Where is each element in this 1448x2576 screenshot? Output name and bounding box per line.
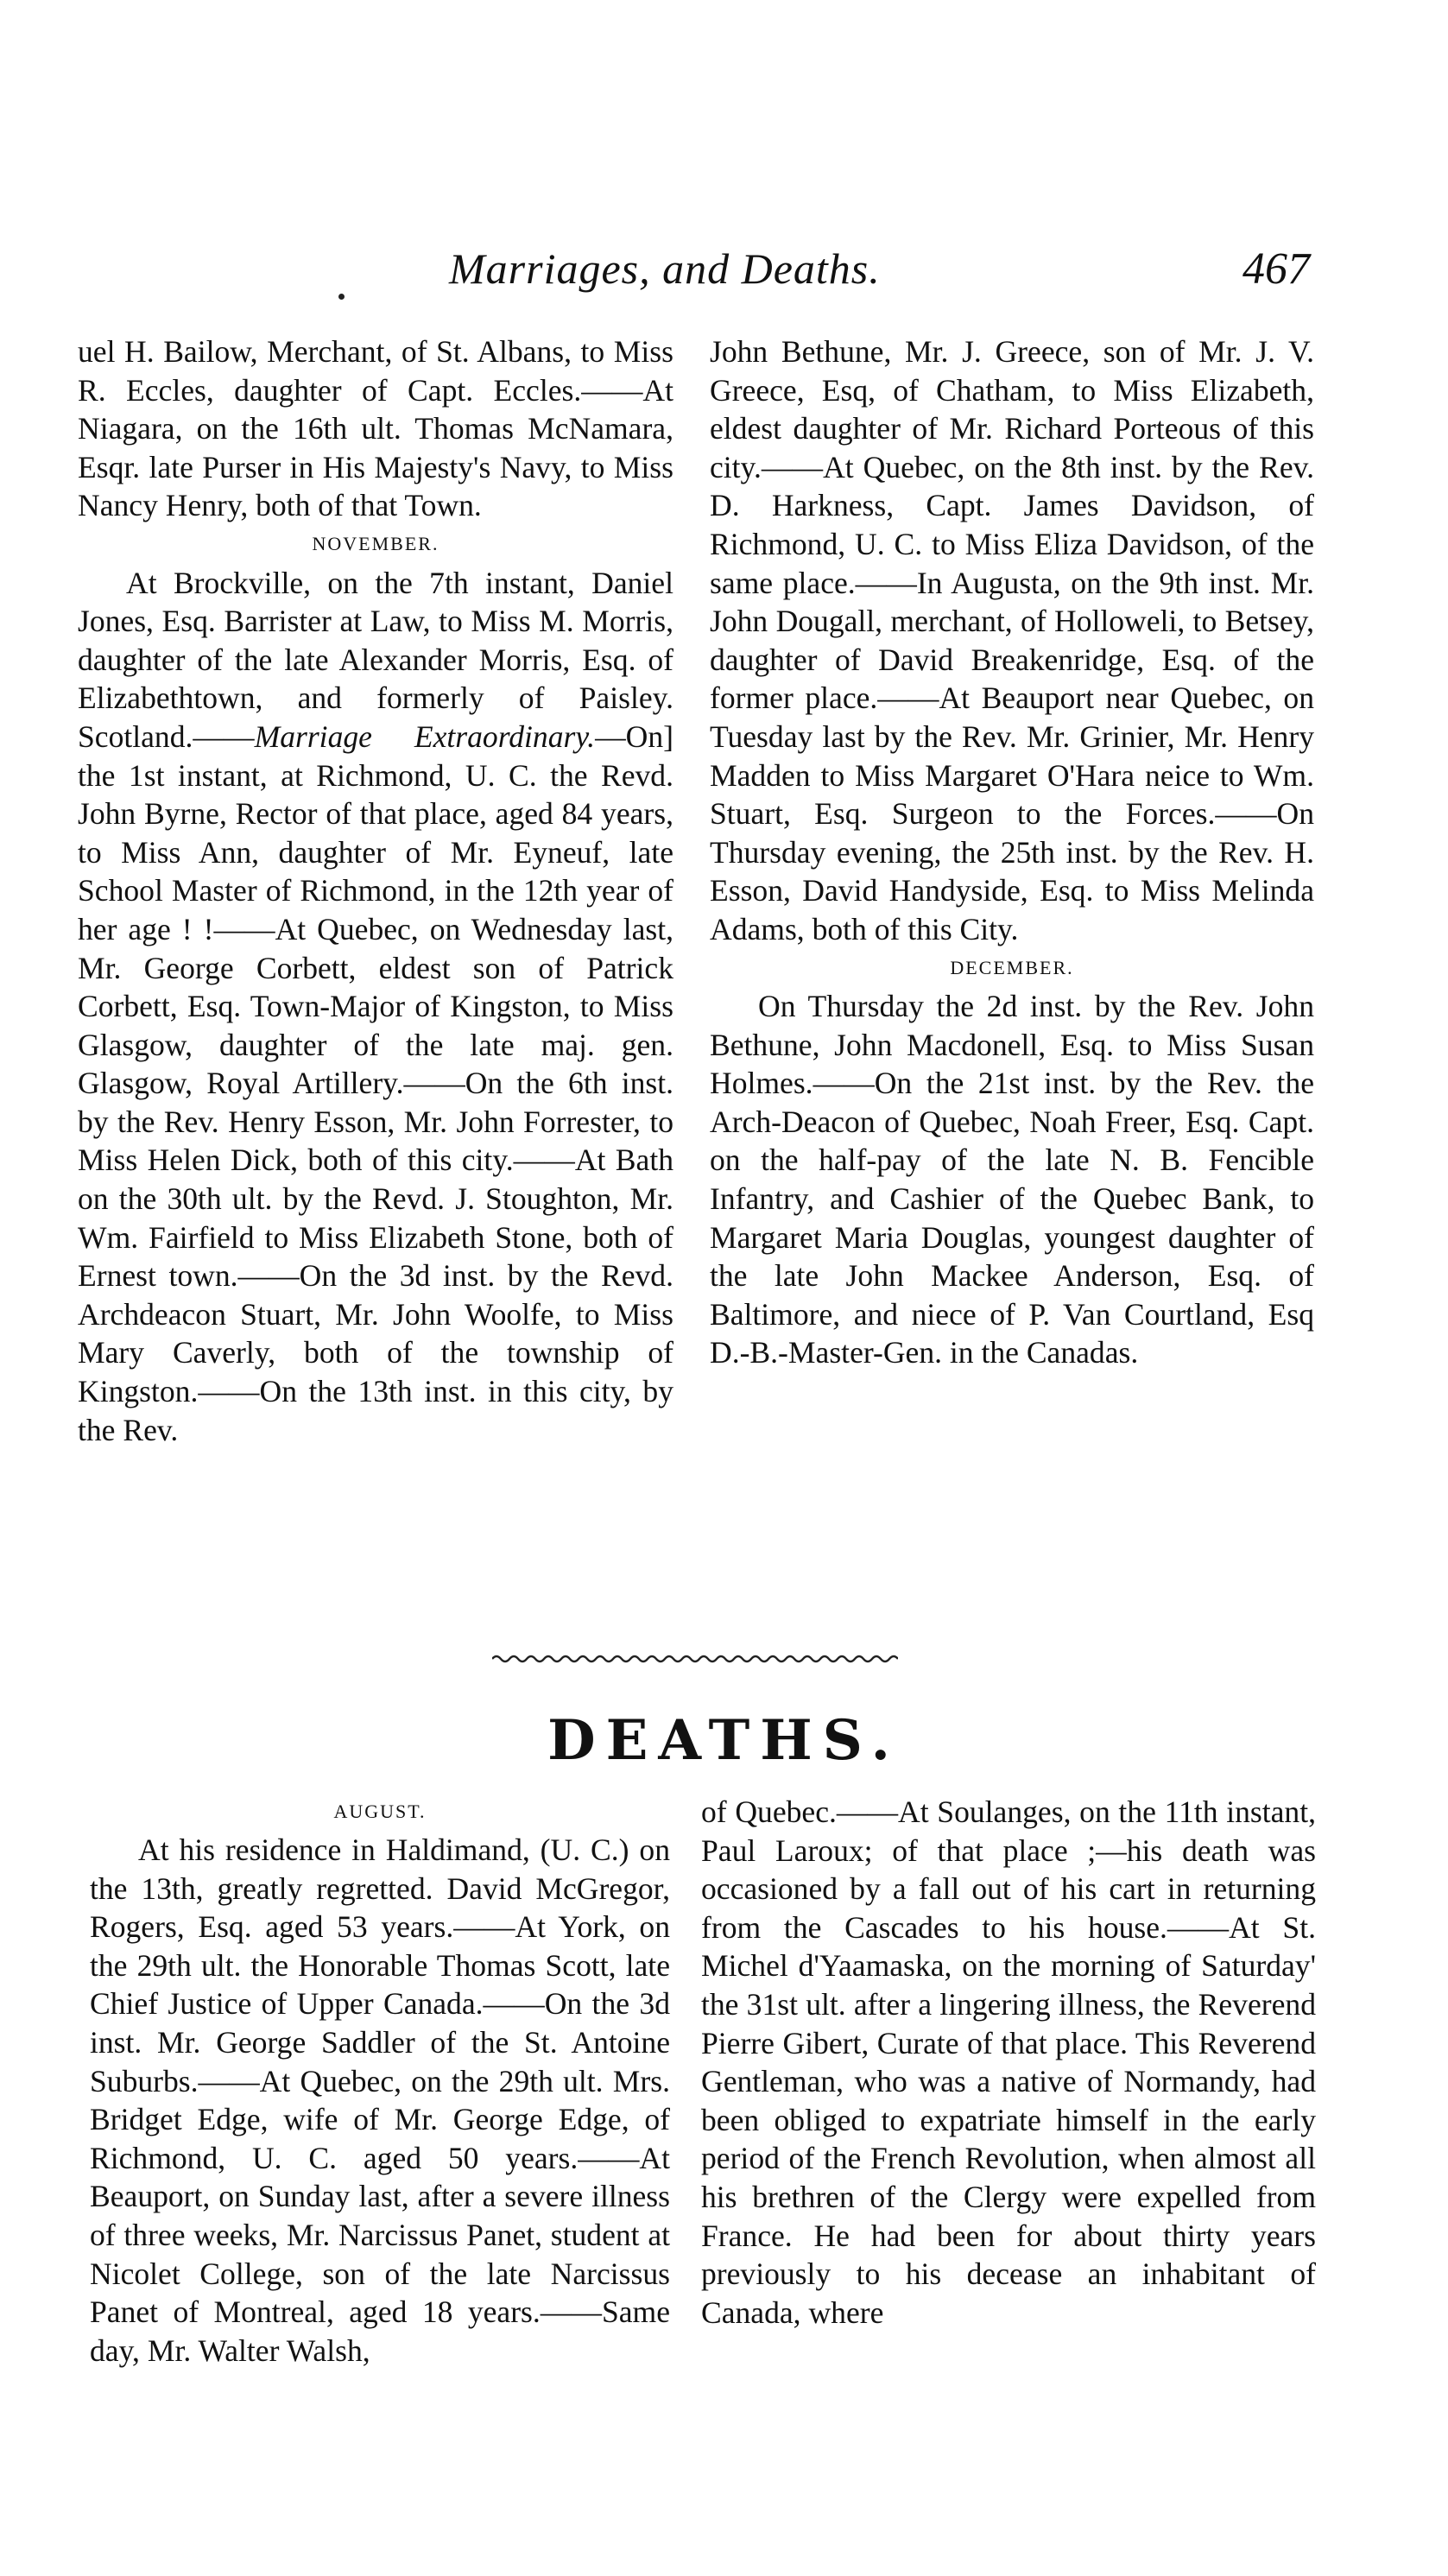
page-number: 467 <box>1242 244 1310 294</box>
running-head <box>0 244 1448 295</box>
marriages-right-opening: John Bethune, Mr. J. Greece, son of Mr. J. V. Greece, Esq, of Chatham, to Miss Elizabeth, eldest daughter of Mr. Richard Porteous of this city.——At Quebec, on the 8th inst. by the Rev. D. Harkness, Capt. James Davidson, of Richmond, U. C. to Miss Eliza Davidson, of the same place.——In Augusta, on the 9th inst. Mr. John Dougall, merchant, of Holloweli, to Betsey, daughter of David Breakenridge, Esq. of the former place.——At Beauport near Quebec, on Tuesday last by the Rev. Mr. Grinier, Mr. Henry Madden to Miss Margaret O'Hara neice to Wm. Stuart, Esq. Surgeon to the Forces.——On Thursday evening, the 25th inst. by the Rev. H. Esson, David Handyside, Esq. to Miss Melinda Adams, both of this City. <box>710 334 1314 946</box>
deaths-left-month-wrap <box>90 1793 670 1832</box>
marriages-november-entries <box>78 564 673 1450</box>
month-heading-august: AUGUST. <box>333 1801 427 1822</box>
marriage-extraordinary-heading: Marriage Extraordinary. <box>254 718 596 754</box>
deaths-right-column <box>701 1793 1316 2332</box>
marriages-right-column <box>710 332 1314 1372</box>
deaths-heading: DEATHS. <box>547 1708 901 1773</box>
marriages-left-column <box>78 332 673 1449</box>
wavy-rule-icon <box>492 1653 898 1665</box>
month-heading-november: NOVEMBER. <box>312 532 439 554</box>
running-title: Marriages, and Deaths. <box>449 244 881 293</box>
month-heading-december: DECEMBER. <box>950 956 1074 978</box>
deaths-august-entries: At his residence in Haldimand, (U. C.) on the 13th, greatly regretted. David McGregor, Rogers, Esq. aged 53 years.——At York, on the 29th ult. the Honorable Thomas Scott, late Chief Justice of Upper Canada.——On the 3d inst. Mr. George Saddler of the St. Antoine Suburbs.——At Quebec, on the 29th ult. Mrs. Bridget Edge, wife of Mr. George Edge, of Richmond, U. C. aged 50 years.——At Beauport, on Sunday last, after a severe illness of three weeks, Mr. Narcissus Panet, student at Nicolet College, son of the late Narcissus Panet of Montreal, aged 18 years.——Same day, Mr. Walter Walsh, <box>90 1832 670 2368</box>
ink-dot <box>338 294 345 300</box>
marriages-december-entries: On Thursday the 2d inst. by the Rev. John Bethune, John Macdonell, Esq. to Miss Susan Holmes.——On the 21st inst. by the Rev. the Arch-Deacon of Quebec, Noah Freer, Esq. Capt. on the half-pay of the late N. B. Fencible Infantry, and Cashier of the Quebec Bank, to Margaret Maria Douglas, youngest daughter of the late John Mackee Anderson, Esq. of Baltimore, and niece of P. Van Courtland, Esq D.-B.-Master-Gen. in the Canadas. <box>710 989 1314 1370</box>
section-divider <box>492 1653 898 1665</box>
deaths-right-entries: of Quebec.——At Soulanges, on the 11th instant, Paul Laroux; of that place ;—his death was occasioned by a fall out of his cart in returning from the Cascades to his house.——At St. Michel d'Yaamaska, on the morning of Saturday' the 31st ult. after a lingering illness, the Reverend Pierre Gibert, Curate of that place. This Reverend Gentleman, who was a native of Normandy, had been obliged to expatriate himself in the early period of the French Revolution, when almost all his brethren of the Clergy were expelled from France. He had been for about thirty years previously to his decease an inhabitant of Canada, where <box>701 1794 1316 2330</box>
entries-after-italic: —On] the 1st instant, at Richmond, U. C. the Revd. John Byrne, Rector of that place, aged 84 years, to Miss Ann, daughter of Mr. Eyneuf, late School Master of Richmond, in the 12th year of her age ! !——At Quebec, on Wednesday last, Mr. George Corbett, eldest son of Patrick Corbett, Esq. Town-Major of Kingston, to Miss Glasgow, daughter of the late maj. gen. Glasgow, Royal Artillery.——On the 6th inst. by the Rev. Henry Esson, Mr. John Forrester, to Miss Helen Dick, both of this city.——At Bath on the 30th ult. by the Revd. J. Stoughton, Mr. Wm. Fairfield to Miss Elizabeth Stone, both of Ernest town.——On the 3d inst. by the Revd. Archdeacon Stuart, Mr. John Woolfe, to Miss Mary Caverly, both of the township of Kingston.——On the 13th inst. in this city, by the Rev. <box>78 718 673 1447</box>
entries-before-italic: At Brockville, on the 7th instant, Daniel Jones, Esq. Barrister at Law, to Miss M. Morris, daughter of the late Alexander Morris, Esq. of Elizabethtown, and formerly of Paisley. Scotland.—— <box>78 565 673 754</box>
deaths-left-column <box>90 1831 670 2370</box>
marriages-left-opening: uel H. Bailow, Merchant, of St. Albans, to Miss R. Eccles, daughter of Capt. Eccles.——At Niagara, on the 16th ult. Thomas McNamara, Esqr. late Purser in His Majesty's Navy, to Miss Nancy Henry, both of that Town. <box>78 334 673 523</box>
